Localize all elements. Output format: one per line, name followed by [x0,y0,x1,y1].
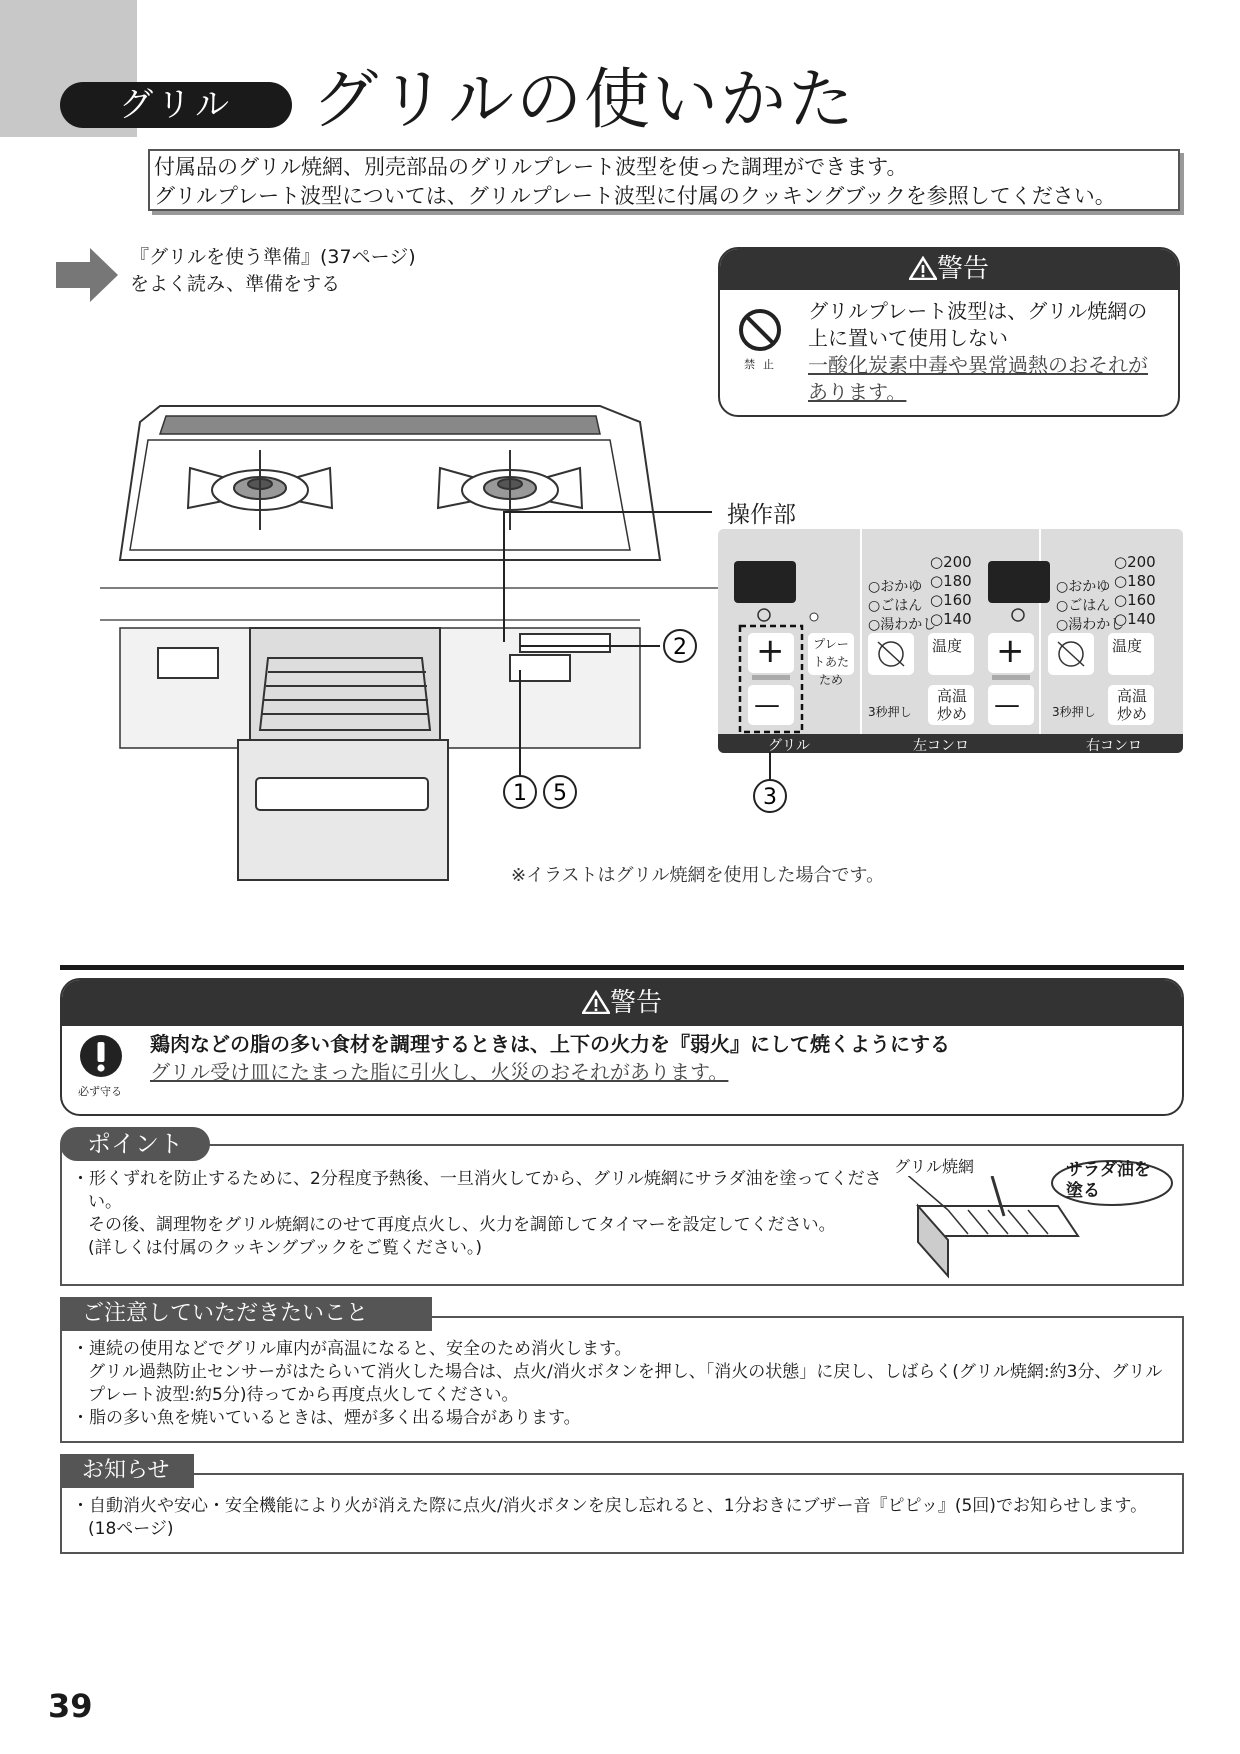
warning-heading [720,249,1178,290]
left-temp-list [930,553,972,629]
mandatory-label: 必ず守る [78,1085,122,1098]
warning2-text [150,1030,950,1086]
caution-line: グリル過熱防止センサーがはたらいて消火した場合は、点火/消火ボタンを押し、「消火の状態」に戻し、しばらく(グリル焼網:約3分、グリルプレート波型:約5分)待ってから再度点火してください。 [88,1362,1163,1405]
right-menu-item: ○おかゆ [1056,579,1111,595]
section-label: グリル [60,82,292,128]
right-minus-button[interactable]: — [994,690,1020,720]
intro-line: グリルプレート波型については、グリルプレート波型に付属のクッキングブックを参照してください。 [154,184,1116,208]
right-temp-list [1114,553,1156,629]
point-line: その後、調理物をグリル焼網にのせて再度点火し、火力を調節してタイマーを設定してください。 [88,1215,836,1235]
intro-box [148,149,1180,211]
left-temp: ○200 [930,553,972,571]
left-menu-item: ○おかゆ [868,579,923,595]
left-temp: ○160 [930,591,972,609]
callout-3: 3 [763,785,777,810]
grill-plus-button[interactable]: + [756,631,785,671]
prep-line: 『グリルを使う準備』(37ページ) [130,246,416,268]
notice-line: ・自動消火や安心・安全機能により火が消えた際に点火/消火ボタンを戻し忘れると、1分おきにブザー音『ピピッ』(5回)でお知らせします。(18ページ) [72,1496,1148,1539]
prohibited-icon [738,308,782,352]
left-menu-item: ○湯わかし [868,617,937,633]
warning-triangle-icon [909,256,937,280]
intro-line: 付属品のグリル焼網、別売部品のグリルプレート波型を使った調理ができます。 [154,155,908,179]
stove-illustration [100,400,720,900]
warning-triangle-icon [582,990,610,1014]
warning1-text [808,298,1178,406]
speech-bubble-text: サラダ油を塗る [1066,1160,1151,1201]
caution-label: ご注意していただきたいこと [60,1297,432,1331]
point-line: (詳しくは付属のクッキングブックをご覧ください。) [88,1238,483,1258]
left-temp: ○180 [930,572,972,590]
arrow-right-icon [56,248,118,302]
grill-rack-label: グリル焼網 [894,1157,975,1176]
page-number: 39 [48,1687,93,1725]
warning-heading-text: 警告 [609,988,662,1018]
point-line: ・形くずれを防止するために、2分程度予熱後、一旦消火してから、グリル焼網にサラダ油を塗ってください。 [72,1169,882,1212]
warning-heading-text: 警告 [936,254,989,284]
warning1-reason: 一酸化炭素中毒や異常過熱のおそれが [808,353,1148,377]
right-plus-button[interactable]: + [996,631,1025,671]
warning2-reason: グリル受け皿にたまった脂に引火し、火災のおそれがあります。 [150,1060,729,1084]
left-high-heat-button[interactable]: 高温炒め [936,687,967,723]
callout-1: 1 [513,781,527,806]
caution-line: ・脂の多い魚を焼いているときは、煙が多く出る場合があります。 [72,1408,581,1428]
right-high-heat-button[interactable]: 高温炒め [1116,687,1147,723]
left-temp-button[interactable]: 温度 [932,637,963,655]
notice-label: お知らせ [60,1454,194,1488]
right-temp: ○180 [1114,572,1156,590]
warning1-line: グリルプレート波型は、グリル焼網の [808,299,1148,323]
caution-line: ・連続の使用などでグリル庫内が高温になると、安全のため消火します。 [72,1339,632,1359]
right-temp: ○140 [1114,610,1156,628]
right-press3-label: 3秒押し [1052,705,1096,719]
left-temp: ○140 [930,610,972,628]
grill-minus-button[interactable]: — [754,690,780,720]
right-menu-item: ○湯わかし [1056,617,1125,633]
right-menu-item: ○ごはん [1056,598,1111,614]
illustration-note: ※イラストはグリル焼網を使用した場合です。 [511,865,885,886]
left-menu-list [868,559,936,635]
right-temp-button[interactable]: 温度 [1112,637,1143,655]
section-divider [60,965,1184,970]
point-text [72,1168,892,1260]
mandatory-icon [78,1033,124,1079]
left-menu-item: ○ごはん [868,598,923,614]
grill-section-label: グリル [768,738,810,753]
notice-text [72,1495,1172,1541]
right-burner-label: 右コンロ [1086,738,1142,753]
warning2-line: 鶏肉などの脂の多い食材を調理するときは、上下の火力を『弱火』にして焼くようにする [150,1032,950,1056]
control-panel [718,529,1183,753]
prep-line: をよく読み、準備をする [130,273,341,295]
prep-instruction [130,244,416,298]
warning-heading [62,980,1182,1026]
warning1-line: 上に置いて使用しない [808,326,1008,350]
point-label: ポイント [60,1127,210,1161]
callout-5: 5 [553,781,567,806]
control-panel-label: 操作部 [727,502,796,528]
plate-warm-button[interactable]: プレートあたため [812,637,849,687]
caution-text [72,1338,1172,1430]
right-temp: ○200 [1114,553,1156,571]
warning1-reason: あります。 [808,380,907,404]
callout-3-marker [740,752,800,816]
callout-2: 2 [673,635,687,660]
right-temp: ○160 [1114,591,1156,609]
left-press3-label: 3秒押し [868,705,912,719]
prohibited-label: 禁止 [744,358,782,371]
left-burner-label: 左コンロ [913,738,969,753]
page-title: グリルの使いかた [312,61,856,138]
